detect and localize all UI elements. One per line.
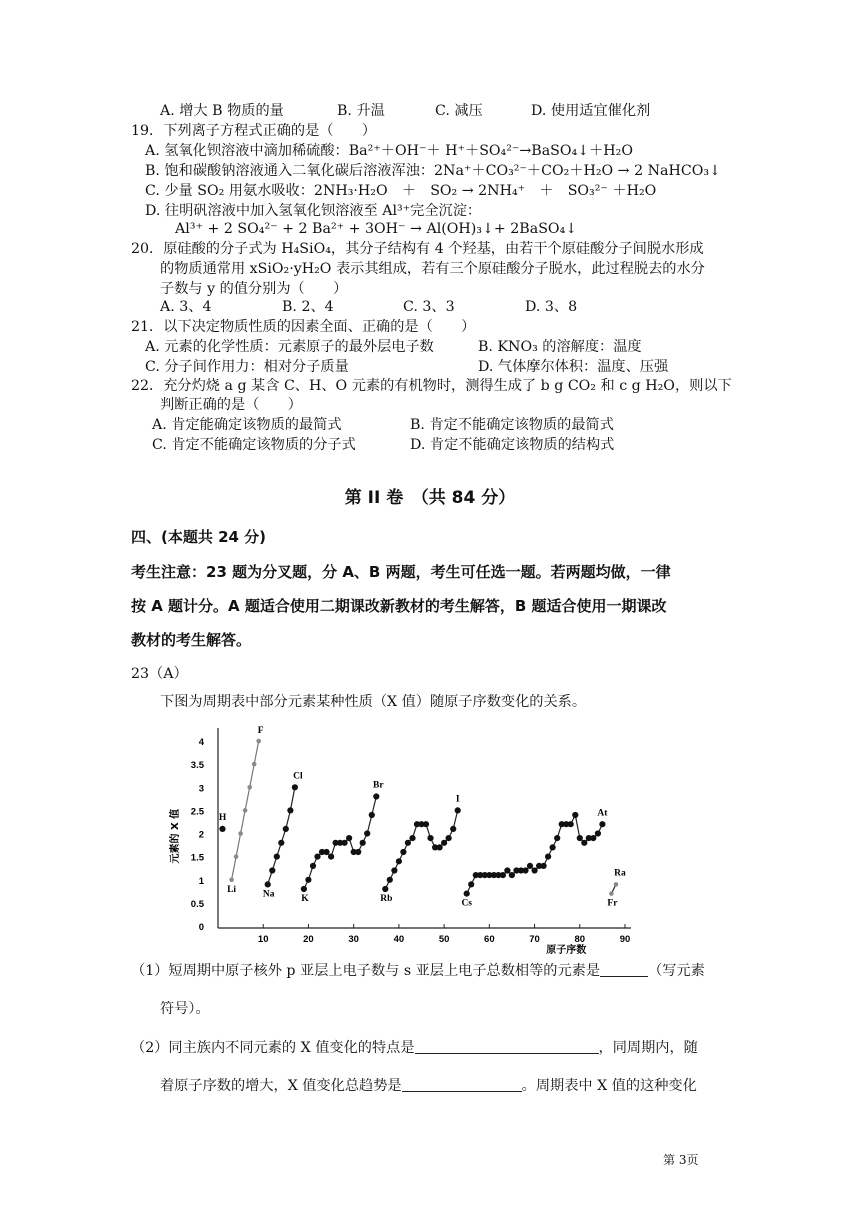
q22-option-d: D. 肯定不能确定该物质的结构式 bbox=[410, 437, 615, 453]
data-point bbox=[400, 849, 406, 855]
data-point bbox=[464, 891, 470, 897]
y-tick-label: 2.5 bbox=[190, 806, 204, 818]
q21-stem: 21．以下决定物质性质的因素全面、正确的是（ ） bbox=[131, 319, 476, 335]
q20-line-2: 的物质通常用 xSiO₂·yH₂O 表示其组成，若有三个原硅酸分子脱水，此过程脱去的水分 bbox=[160, 261, 705, 277]
data-point bbox=[409, 835, 415, 841]
data-point bbox=[252, 762, 257, 767]
data-point bbox=[572, 812, 578, 818]
chart-y-axis-label: 元素的 X 值 bbox=[170, 808, 181, 864]
element-label: K bbox=[301, 894, 309, 904]
chart-x-axis-label: 原子序数 bbox=[546, 945, 587, 954]
data-point bbox=[545, 854, 551, 860]
y-tick-label: 2 bbox=[198, 829, 204, 841]
data-point bbox=[590, 835, 596, 841]
element-label: Cs bbox=[461, 898, 473, 909]
notice-line-3: 教材的考生解答。 bbox=[131, 631, 252, 649]
page-number: 第 3页 bbox=[663, 1153, 699, 1167]
q23-sub1-answer-blank[interactable] bbox=[600, 962, 648, 977]
element-label: Br bbox=[372, 780, 384, 791]
q22-line-1: 22．充分灼烧 a g 某含 C、H、O 元素的有机物时，测得生成了 b g CO₂ 和 c g H₂O，则以下 bbox=[131, 378, 732, 394]
data-point bbox=[599, 821, 605, 827]
data-point bbox=[243, 808, 248, 813]
q23-sub2-suffix: 。周期表中 X 值的这种变化 bbox=[521, 1078, 697, 1094]
data-point bbox=[568, 821, 574, 827]
q20-option-d: D. 3、8 bbox=[525, 299, 578, 315]
q19-option-b: B. 饱和碳酸钠溶液通入二氧化碳后溶液浑浊：2Na⁺＋CO₃²⁻＋CO₂＋H₂O → 2 NaHCO₃↓ bbox=[145, 163, 721, 179]
element-label: Na bbox=[262, 889, 275, 900]
data-point bbox=[437, 844, 443, 850]
y-tick-label: 1.5 bbox=[190, 852, 204, 864]
q21-option-c: C. 分子间作用力：相对分子质量 bbox=[145, 359, 349, 375]
q23-sub2-answer-blank-1[interactable] bbox=[415, 1039, 599, 1054]
q22-option-b: B. 肯定不能确定该物质的最简式 bbox=[410, 417, 614, 433]
q22-option-c: C. 肯定不能确定该物质的分子式 bbox=[152, 437, 356, 453]
element-label: I bbox=[455, 794, 460, 805]
notice-line-2: 按 A 题计分。A 题适合使用二期课改新教材的考生解答，B 题适合使用一期课改 bbox=[131, 597, 667, 615]
data-point bbox=[423, 821, 429, 827]
q18-option-b: B. 升温 bbox=[337, 103, 385, 119]
data-point bbox=[595, 830, 601, 836]
data-point bbox=[323, 849, 329, 855]
y-tick-label: 3.5 bbox=[190, 760, 204, 772]
data-point bbox=[455, 807, 461, 813]
data-point bbox=[278, 840, 284, 846]
q20-line-3: 子数与 y 的值分别为（ ） bbox=[160, 281, 348, 297]
data-point bbox=[527, 863, 533, 869]
data-point bbox=[219, 826, 225, 832]
data-point bbox=[283, 826, 289, 832]
q21-option-b: B. KNO₃ 的溶解度：温度 bbox=[478, 339, 642, 355]
data-point bbox=[450, 826, 456, 832]
x-tick-label: 90 bbox=[619, 934, 631, 945]
q19-option-a: A. 氢氧化钡溶液中滴加稀硫酸：Ba²⁺＋OH⁻＋ H⁺＋SO₄²⁻→BaSO₄↓＋H₂O bbox=[145, 143, 633, 159]
q23-sub2-mid: ，同周期内，随 bbox=[598, 1040, 698, 1056]
q21-option-d: D. 气体摩尔体积：温度、压强 bbox=[478, 359, 669, 375]
notice-line-1: 考生注意：23 题为分叉题，分 A、B 两题，考生可任选一题。若两题均做，一律 bbox=[131, 563, 671, 581]
data-point bbox=[504, 867, 510, 873]
x-tick-label: 30 bbox=[348, 934, 359, 945]
data-point bbox=[391, 867, 397, 873]
data-point bbox=[305, 877, 311, 883]
element-label: Li bbox=[227, 884, 237, 895]
chart-ticks bbox=[191, 737, 631, 945]
data-point bbox=[360, 840, 366, 846]
data-point bbox=[387, 877, 393, 883]
q23-label: 23（A） bbox=[131, 666, 188, 682]
data-point bbox=[427, 835, 433, 841]
part-four-title: 四、(本题共 24 分) bbox=[131, 528, 267, 546]
q19-option-c: C. 少量 SO₂ 用氨水吸收：2NH₃·H₂O ＋ SO₂ → 2NH₄⁺ ＋ SO₃²⁻ ＋H₂O bbox=[145, 183, 657, 199]
data-point bbox=[346, 835, 352, 841]
q23-sub2-answer-blank-2[interactable] bbox=[402, 1077, 522, 1092]
data-point bbox=[314, 854, 320, 860]
data-point bbox=[396, 858, 402, 864]
data-point bbox=[342, 840, 348, 846]
data-point bbox=[609, 891, 614, 896]
q18-option-c: C. 减压 bbox=[435, 103, 483, 119]
data-point bbox=[274, 854, 280, 860]
data-point bbox=[310, 863, 316, 869]
x-tick-label: 20 bbox=[303, 934, 314, 945]
element-label: Fr bbox=[607, 898, 618, 909]
data-point bbox=[468, 881, 474, 887]
data-point bbox=[328, 854, 334, 860]
q22-option-a: A. 肯定能确定该物质的最简式 bbox=[152, 417, 342, 433]
y-tick-label: 3 bbox=[198, 783, 204, 795]
data-point bbox=[441, 840, 447, 846]
element-label: At bbox=[597, 808, 608, 819]
data-point bbox=[238, 831, 243, 836]
q23-sub1-continuation: 符号）。 bbox=[160, 1001, 210, 1017]
x-value-chart bbox=[160, 718, 650, 954]
data-point bbox=[581, 840, 587, 846]
data-point bbox=[287, 807, 293, 813]
data-point bbox=[229, 878, 234, 883]
data-point bbox=[265, 881, 271, 887]
data-point bbox=[541, 863, 547, 869]
q23-sub1-suffix: （写元素 bbox=[648, 963, 705, 979]
q19-option-d: D. 往明矾溶液中加入氢氧化钡溶液至 Al³⁺完全沉淀： bbox=[145, 203, 482, 219]
q20-option-c: C. 3、3 bbox=[403, 299, 455, 315]
y-tick-label: 1 bbox=[198, 875, 204, 887]
data-point bbox=[247, 785, 252, 790]
data-point bbox=[405, 840, 411, 846]
q20-option-a: A. 3、4 bbox=[160, 299, 212, 315]
data-point bbox=[509, 872, 515, 878]
data-point bbox=[269, 867, 275, 873]
q23-sub2-text-2: 着原子序数的增大，X 值变化总趋势是 bbox=[160, 1078, 402, 1094]
data-point bbox=[355, 849, 361, 855]
q19-stem: 19．下列离子方程式正确的是（ ） bbox=[131, 123, 377, 139]
y-tick-label: 4 bbox=[198, 737, 204, 748]
q20-line-1: 20．原硅酸的分子式为 H₄SiO₄，其分子结构有 4 个羟基，由若干个原硅酸分子间脱水形成 bbox=[131, 241, 704, 257]
chart-labels bbox=[219, 726, 626, 909]
x-tick-label: 70 bbox=[529, 934, 540, 945]
chart-lines bbox=[232, 741, 616, 894]
x-tick-label: 60 bbox=[484, 934, 495, 945]
data-point bbox=[364, 830, 370, 836]
element-label: Ra bbox=[614, 868, 626, 879]
data-point bbox=[500, 872, 506, 878]
element-label: Cl bbox=[293, 771, 303, 782]
q20-option-b: B. 2、4 bbox=[282, 299, 334, 315]
data-point bbox=[373, 793, 379, 799]
element-label: H bbox=[218, 812, 227, 823]
data-point bbox=[550, 844, 556, 850]
data-point bbox=[446, 835, 452, 841]
y-tick-label: 0.5 bbox=[190, 898, 204, 910]
data-point bbox=[577, 835, 583, 841]
data-point bbox=[256, 739, 261, 744]
data-point bbox=[554, 835, 560, 841]
q21-option-a: A. 元素的化学性质：元素原子的最外层电子数 bbox=[145, 339, 434, 355]
q23-sub1-text: （1）短周期中原子核外 p 亚层上电子数与 s 亚层上电子总数相等的元素是 bbox=[131, 963, 601, 979]
element-label: Rb bbox=[380, 894, 393, 904]
series-line bbox=[467, 815, 603, 894]
section-title: 第 II 卷 （共 84 分） bbox=[344, 488, 516, 508]
x-tick-label: 10 bbox=[257, 934, 269, 945]
data-point bbox=[532, 867, 538, 873]
chart-axes bbox=[218, 728, 631, 928]
q23-intro: 下图为周期表中部分元素某种性质（X 值）随原子序数变化的关系。 bbox=[160, 694, 587, 710]
data-point bbox=[522, 867, 528, 873]
q22-line-2: 判断正确的是（ ） bbox=[160, 397, 302, 413]
q19-option-d-equation: Al³⁺ + 2 SO₄²⁻ + 2 Ba²⁺ + 3OH⁻ → Al(OH)₃↓+ 2BaSO₄↓ bbox=[175, 221, 578, 237]
x-tick-label: 40 bbox=[393, 934, 405, 945]
q18-option-a: A. 增大 B 物质的量 bbox=[160, 103, 284, 119]
q23-sub2-text: （2）同主族内不同元素的 X 值变化的特点是 bbox=[131, 1040, 415, 1056]
data-point bbox=[234, 854, 239, 859]
y-tick-label: 0 bbox=[198, 922, 204, 933]
data-point bbox=[614, 882, 619, 887]
data-point bbox=[292, 784, 298, 790]
data-point bbox=[301, 886, 307, 892]
element-label: F bbox=[257, 726, 264, 736]
x-tick-label: 50 bbox=[438, 934, 450, 945]
data-point bbox=[369, 812, 375, 818]
data-point bbox=[382, 886, 388, 892]
q18-option-d: D. 使用适宜催化剂 bbox=[531, 103, 651, 119]
x-tick-label: 80 bbox=[574, 934, 586, 945]
